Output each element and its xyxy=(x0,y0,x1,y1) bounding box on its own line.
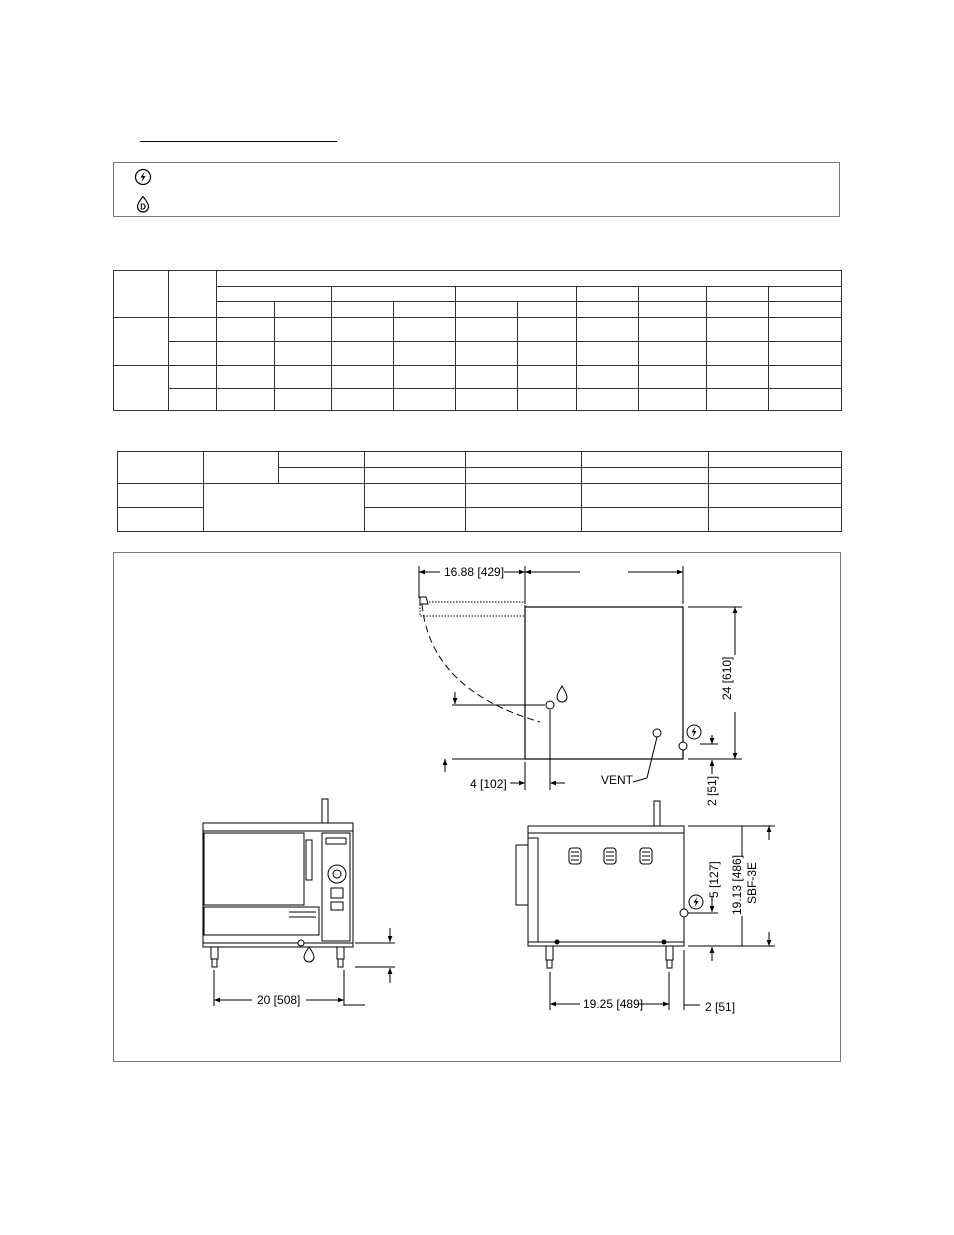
top-height-dim-label: 24 [610] xyxy=(720,656,734,700)
side-width-dim-label: 19.25 [489] xyxy=(583,997,644,1011)
side-total-height-dim-label: 19.13 [486] xyxy=(730,854,744,915)
svg-text:D: D xyxy=(140,202,146,212)
front-width-dim-label: 20 [508] xyxy=(257,993,301,1007)
front-view xyxy=(203,799,395,1006)
side-right-dim-label: 2 [51] xyxy=(705,1000,736,1014)
model-label: SBF-3E xyxy=(745,861,759,904)
side-electric-height-dim-label: 5 [127] xyxy=(707,861,721,898)
side-view-electric-icon xyxy=(689,895,703,909)
top-view-electric-icon xyxy=(687,725,701,739)
top-bottom-dim-label: 2 [51] xyxy=(705,775,719,806)
top-offset-dim-label: 4 [102] xyxy=(470,777,507,791)
top-view xyxy=(419,566,742,790)
vent-label: VENT xyxy=(601,773,634,787)
top-depth-dim-label: 16.88 [429] xyxy=(444,565,505,579)
